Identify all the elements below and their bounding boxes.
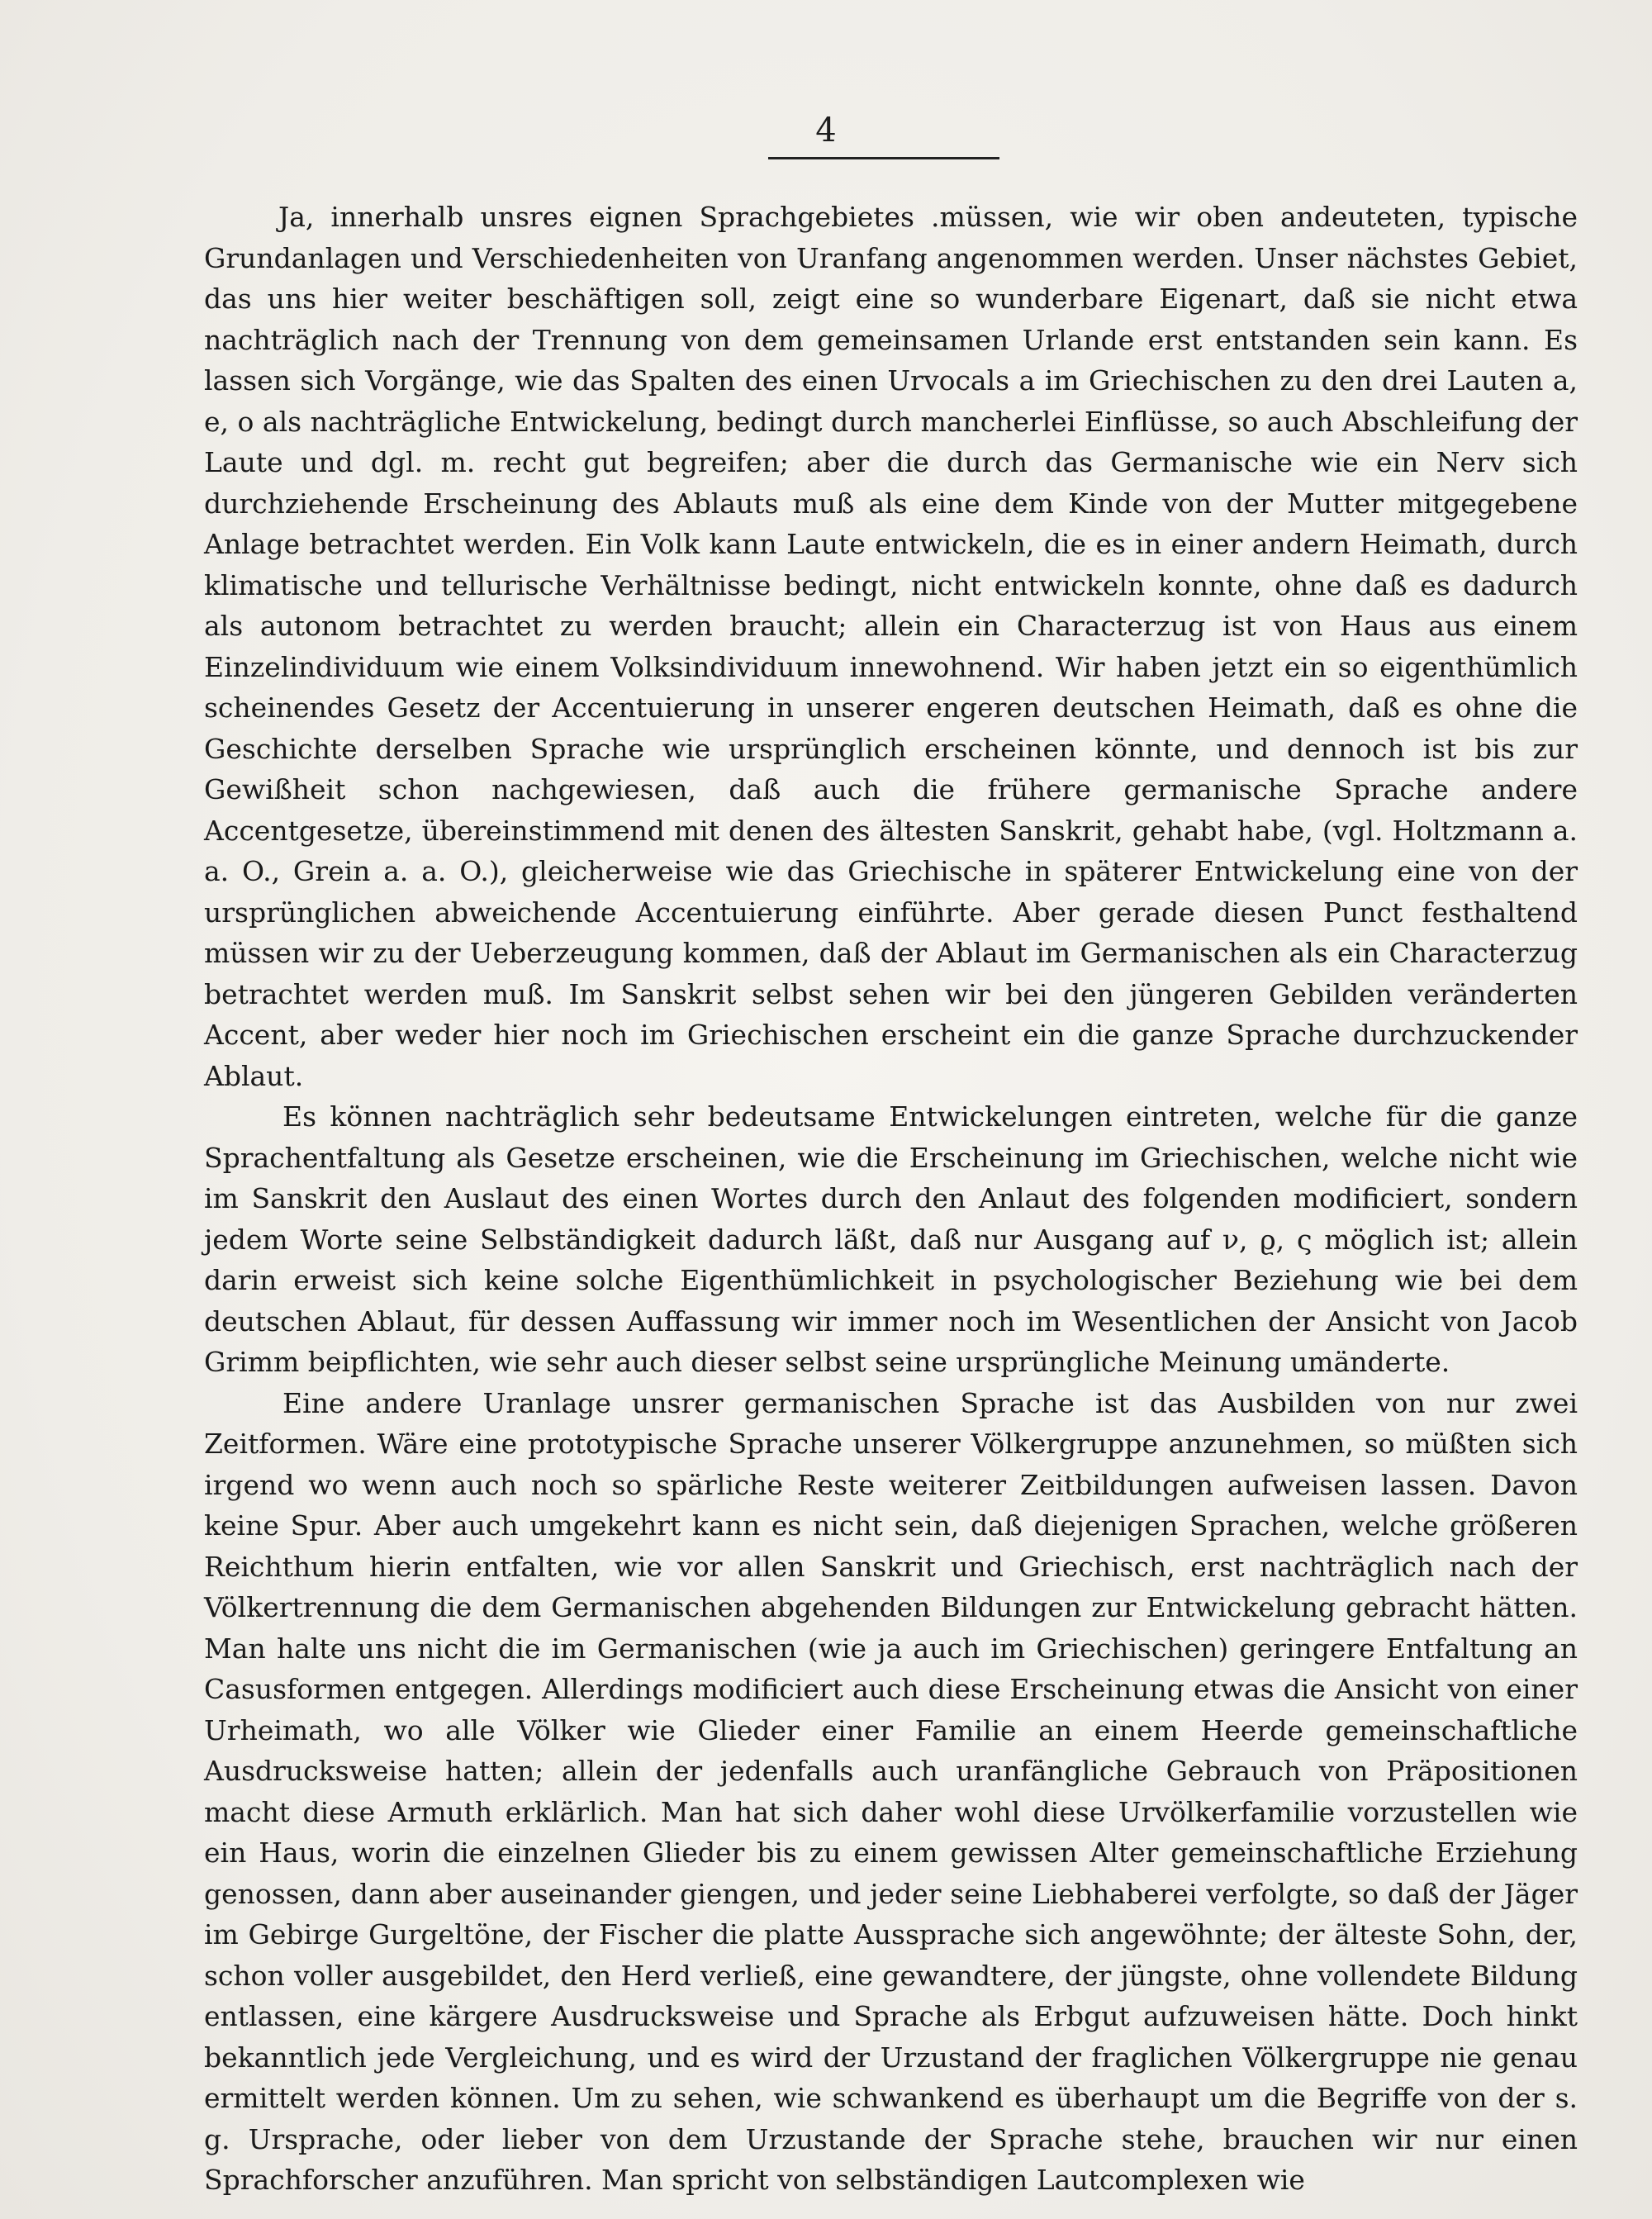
paragraph: Ja, innerhalb unsres eignen Sprachgebietes .müssen, wie wir oben andeuteten, typische Grundanlagen und Verschiedenheiten von Uranfang angenommen werden. Unser nächstes Gebiet, das uns hier weiter beschäftigen soll, zeigt eine so wunderbare Eigenart, daß sie nicht etwa nachträglich nach der Trennung von dem gemeinsamen Urlande erst entstanden sein kann. Es lassen sich Vorgänge, wie das Spalten des einen Urvocals a im Griechischen zu den drei Lauten a, e, o als nachträgliche Entwickelung, bedingt durch mancherlei Einflüsse, so auch Abschleifung der Laute und dgl. m. recht gut begreifen; aber die durch das Germanische wie ein Nerv sich durchziehende Erscheinung des Ablauts muß als eine dem Kinde von der Mutter mitgegebene Anlage betrachtet werden. Ein Volk kann Laute entwickeln, die es in einer andern Heimath, durch klimatische und tellurische Verhältnisse bedingt, nicht entwickeln konnte, ohne daß es dadurch als autonom betrachtet zu werden braucht; allein ein Characterzug ist von Haus aus einem Einzelindividuum wie einem Volksindividuum innewohnend. Wir haben jetzt ein so eigenthümlich scheinendes Gesetz der Accentuierung in unserer engeren deutschen Heimath, daß es ohne die Geschichte derselben Sprache wie ursprünglich erscheinen könnte, und dennoch ist bis zur Gewißheit schon nachgewiesen, daß auch die frühere germanische Sprache andere Accentgesetze, übereinstimmend mit denen des ältesten Sanskrit, gehabt habe, (vgl. Holtzmann a. a. O., Grein a. a. O.), gleicherweise wie das Griechische in späterer Entwickelung eine von der ursprünglichen abweichende Accentuierung einführte. Aber gerade diesen Punct festhaltend müssen wir zu der Ueberzeugung kommen, daß der Ablaut im Germanischen als ein Characterzug betrachtet werden muß. Im Sanskrit selbst sehen wir bei den jüngeren Gebilden veränderten Accent, aber weder hier noch im Griechischen erscheint ein die ganze Sprache durchzuckender Ablaut. — [204, 201, 1578, 1092]
header-rule — [768, 157, 999, 159]
paragraph: Eine andere Uranlage unsrer germanischen Sprache ist das Ausbilden von nur zwei Zeitformen. Wäre eine prototypische Sprache unserer Völkergruppe anzunehmen, so müßten sich irgend wo wenn auch noch so spärliche Reste weiterer Zeitbildungen aufweisen lassen. Davon keine Spur. Aber auch umgekehrt kann es nicht sein, daß diejenigen Sprachen, welche größeren Reichthum hierin entfalten, wie vor allen Sanskrit und Griechisch, erst nachträglich nach der Völkertrennung die dem Germanischen abgehenden Bildungen zur Entwickelung gebracht hätten. Man halte uns nicht die im Germanischen (wie ja auch im Griechischen) geringere Entfaltung an Casusformen entgegen. Allerdings modificiert auch diese Erscheinung etwas die Ansicht von einer Urheimath, wo alle Völker wie Glieder einer Familie an einem Heerde gemeinschaftliche Ausdrucksweise hatten; allein der jedenfalls auch uranfängliche Gebrauch von Präpositionen macht diese Armuth erklärlich. Man hat sich daher wohl diese Urvölkerfamilie vorzustellen wie ein Haus, worin die einzelnen Glieder bis zu einem gewissen Alter gemeinschaftliche Erziehung genossen, dann aber auseinander giengen, und jeder seine Liebhaberei verfolgte, so daß der Jäger im Gebirge Gurgeltöne, der Fischer die platte Aussprache sich angewöhnte; der älteste Sohn, der, schon voller ausgebildet, den Herd verließ, eine gewandtere, der jüngste, ohne vollendete Bildung entlassen, eine kärgere Ausdrucksweise und Sprache als Erbgut aufzuweisen hätte. Doch hinkt bekanntlich jede Vergleichung, und es wird der Urzustand der fraglichen Völkergruppe nie genau ermittelt werden können. Um zu sehen, wie schwankend es überhaupt um die Begriffe von der s. g. Ursprache, oder lieber von dem Urzustande der Sprache stehe, brauchen wir nur einen Sprachforscher anzuführen. Man spricht von selbständigen Lautcomplexen wie — [204, 1386, 1578, 2196]
body-text — [204, 197, 1578, 2201]
paragraph: Es können nachträglich sehr bedeutsame Entwickelungen eintreten, welche für die ganze Sprachentfaltung als Gesetze erscheinen, wie die Erscheinung im Griechischen, welche nicht wie im Sanskrit den Auslaut des einen Wortes durch den Anlaut des folgenden modificiert, sondern jedem Worte seine Selbständigkeit dadurch läßt, daß nur Ausgang auf ν, ϱ, ς möglich ist; allein darin erweist sich keine solche Eigenthümlichkeit in psychologischer Beziehung wie bei dem deutschen Ablaut, für dessen Auffassung wir immer noch im Wesentlichen der Ansicht von Jacob Grimm beipflichten, wie sehr auch dieser selbst seine ursprüngliche Meinung umänderte. — [204, 1100, 1578, 1378]
page-number: 4 — [815, 112, 837, 150]
